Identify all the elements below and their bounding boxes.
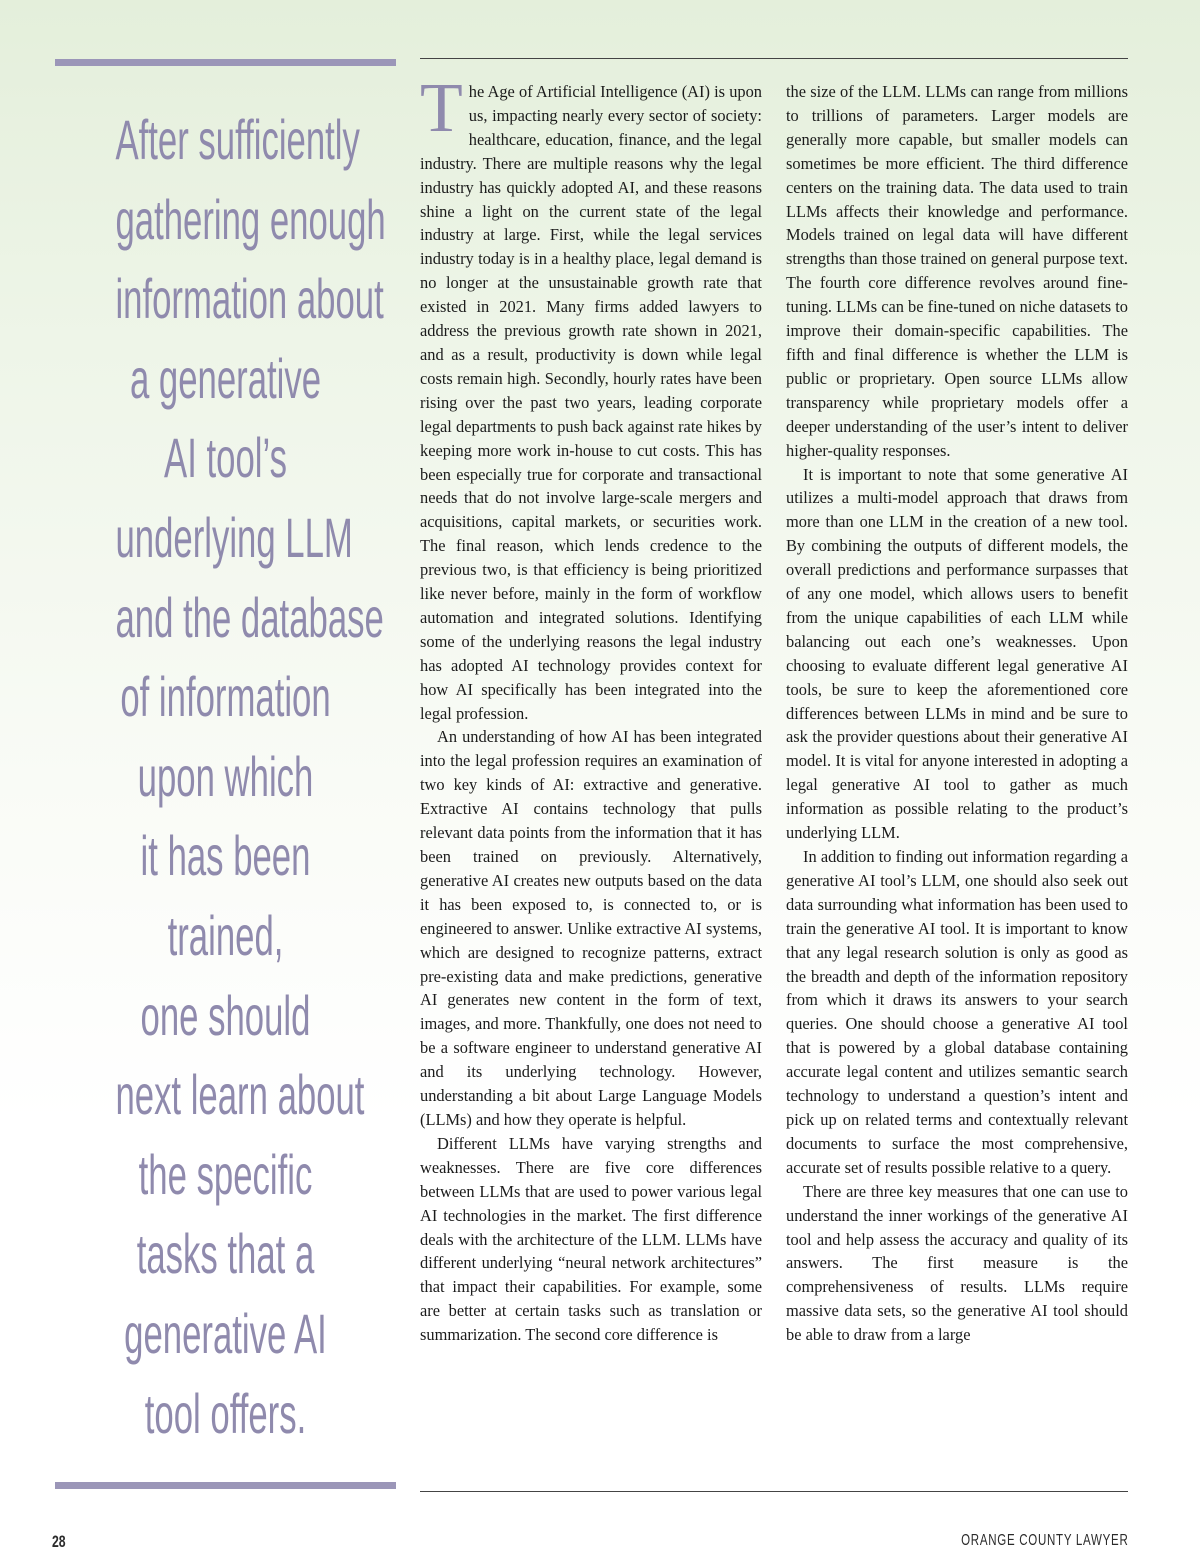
article-bottom-rule bbox=[420, 1491, 1128, 1492]
article-paragraph: Different LLMs have varying strengths and weaknesses. There are five core differences between LLMs that are used to power various legal AI technologies in the market. The first difference deals with the architecture of the LLM. LLMs have different underlying “neural network architectures” that impact their capabilities. For example, some are better at certain tasks such as translation or summarization. The second core difference is bbox=[420, 1133, 762, 1345]
pull-quote-top-rule bbox=[55, 59, 396, 66]
publication-name-text: ORANGE COUNTY LAWYER bbox=[960, 1532, 1128, 1549]
article-column-right bbox=[786, 80, 1128, 1347]
pull-quote-line: tool offers. bbox=[144, 1381, 307, 1445]
article-column-left bbox=[420, 70, 762, 1347]
pull-quote-line: the specific bbox=[138, 1142, 313, 1206]
article-top-rule bbox=[420, 58, 1128, 59]
article-paragraph bbox=[420, 70, 762, 725]
drop-cap: T bbox=[420, 70, 463, 147]
article-paragraph: In addition to finding out information regarding a generative AI tool’s LLM, one should also seek out data surrounding what information has been used to train the generative AI tool. It is important to know that any legal research solution is only as good as the breadth and depth of the information repository from which it draws its answers to your search queries. One should choose a generative AI tool that is powered by a global database containing accurate legal content and utilizes semantic search technology to understand a question’s intent and pick up on related terms and contextually relevant documents to surface the most comprehensive, accurate set of results possible relative to a query. bbox=[786, 847, 1128, 1177]
pull-quote-bottom-rule bbox=[55, 1482, 396, 1489]
pull-quote-line: a generative bbox=[129, 346, 322, 410]
pull-quote-line: generative AI bbox=[124, 1301, 327, 1365]
pull-quote-line: After sufficiently bbox=[115, 108, 360, 171]
paragraph-text: he Age of Artificial Intelligence (AI) is upon us, impacting nearly every sector of society: healthcare, education, finance, and the legal industry. There are multiple reasons why the legal industry has quickly adopted AI, and these reasons shine a light on the current state of the legal industry at large. First, while the legal services industry today is in a healthy place, legal demand is no longer at the unsustainable growth rate that existed in 2021. Many firms added lawyers to address the previous growth rate shown in 2021, and as a result, productivity is down while legal costs remain high. Secondly, hourly rates have been rising over the past two years, leading corporate legal departments to push back against rate hikes by keeping more work in-house to cut costs. This has been especially true for corporate and transactional needs that do not involve large-scale mergers and acquisitions, capital markets, or securities work. The final reason, which lends credence to the previous two, is that efficiency is being prioritized like never before, mainly in the form of workflow automation and integrated solutions. Identifying some of the underlying reasons the legal industry has adopted AI technology provides context for how AI specifically has been integrated into the legal profession. bbox=[420, 82, 762, 723]
page-number-text: 28 bbox=[52, 1532, 66, 1551]
pull-quote-line: one should bbox=[140, 983, 311, 1047]
publication-name bbox=[896, 1532, 1128, 1550]
pull-quote bbox=[48, 100, 403, 1475]
pull-quote-line: information about bbox=[115, 267, 384, 331]
pull-quote-line: gathering enough bbox=[115, 187, 386, 251]
page-number bbox=[52, 1532, 71, 1552]
pull-quote-line: tasks that a bbox=[136, 1222, 315, 1286]
article-paragraph: the size of the LLM. LLMs can range from millions to trillions of parameters. Larger models are generally more capable, but smaller models can sometimes be more efficient. The third difference centers on the training data. The data used to train LLMs affects their knowledge and performance. Models trained on legal data will have different strengths than those trained on general purpose text. The fourth core difference revolves around fine-tuning. LLMs can be fine-tuned on niche datasets to improve their domain-specific capabilities. The fifth and final difference is whether the LLM is public or proprietary. Open source LLMs allow transparency while proprietary models offer a deeper understanding of the user’s intent to deliver higher-quality responses. bbox=[786, 82, 1128, 460]
pull-quote-line: and the database bbox=[115, 585, 384, 649]
pull-quote-line: next learn about bbox=[115, 1063, 365, 1127]
article-paragraph: There are three key measures that one can use to understand the inner workings of the generative AI tool and help assess the accuracy and quality of its answers. The first measure is the comprehensiveness of results. LLMs require massive data sets, so the generative AI tool should be able to draw from a large bbox=[786, 1181, 1128, 1345]
pull-quote-line: underlying LLM bbox=[115, 505, 353, 569]
pull-quote-line: AI tool’s bbox=[164, 426, 287, 490]
pull-quote-line: trained, bbox=[167, 903, 284, 967]
pull-quote-line: it has been bbox=[140, 824, 311, 888]
pull-quote-line: of information bbox=[120, 665, 331, 729]
article-paragraph: It is important to note that some generative AI utilizes a multi-model approach that draws from more than one LLM in the creation of a new tool. By combining the outputs of different models, the overall predictions and performance surpasses that of any one model, which allows users to benefit from the unique capabilities of each LLM while balancing out each one’s weaknesses. Upon choosing to evaluate different legal generative AI tools, be sure to keep the aforementioned core differences between LLMs in mind and be sure to ask the provider questions about their generative AI model. It is vital for anyone interested in adopting a legal generative AI tool to gather as much information as possible relating to the product’s underlying LLM. bbox=[786, 464, 1128, 843]
pull-quote-line: upon which bbox=[137, 744, 314, 808]
article-paragraph: An understanding of how AI has been integrated into the legal profession requires an examination of two key kinds of AI: extractive and generative. Extractive AI contains technology that pulls relevant data points from the information that it has been trained on previously. Alternatively, generative AI creates new outputs based on the data it has been exposed to, is connected to, or is engineered to answer. Unlike extractive AI systems, which are designed to recognize patterns, extract pre-existing data and make predictions, generative AI generates new content in the form of text, images, and more. Thankfully, one does not need to be a software engineer to understand generative AI and its underlying technology. However, understanding a bit about Large Language Models (LLMs) and how they operate is helpful. bbox=[420, 727, 762, 1129]
